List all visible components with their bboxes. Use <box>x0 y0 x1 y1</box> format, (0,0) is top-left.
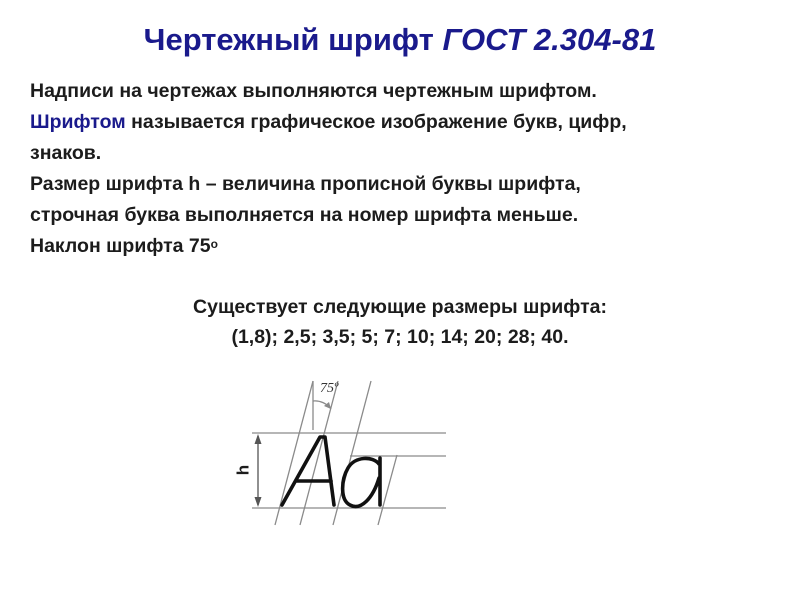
title-gost-code: ГОСТ 2.304-81 <box>442 22 657 57</box>
paragraph-1: Надписи на чертежах выполняются чертежным шрифтом. <box>30 80 597 102</box>
guide-lines <box>252 433 446 508</box>
degree-mark: о <box>210 237 218 251</box>
slant-line-1 <box>275 381 313 525</box>
sample-letters <box>282 437 380 506</box>
paragraph-3-line-2: строчная буква выполняется на номер шрифта меньше. <box>30 204 579 226</box>
term-font-highlight: Шрифтом <box>30 111 126 133</box>
sizes-intro: Существует следующие размеры шрифта: <box>193 296 607 318</box>
dimension-arrow-bottom <box>255 497 262 507</box>
height-dimension <box>255 434 262 507</box>
dimension-arrow-top <box>255 434 262 444</box>
paragraph-2-rest: называется графическое изображение букв, цифр, <box>125 111 627 133</box>
letter-lowercase-a <box>343 458 380 506</box>
paragraph-3-line-1: Размер шрифта h – величина прописной буквы шрифта, <box>30 173 581 195</box>
angle-label: 75º <box>320 381 339 396</box>
sizes-list: (1,8); 2,5; 3,5; 5; 7; 10; 14; 20; 28; 40. <box>231 326 569 348</box>
title-main: Чертежный шрифт <box>143 22 434 57</box>
paragraph-2-continuation: знаков. <box>30 142 102 164</box>
height-label: h <box>233 464 253 476</box>
slant-text: Наклон шрифта 75 <box>30 235 211 257</box>
